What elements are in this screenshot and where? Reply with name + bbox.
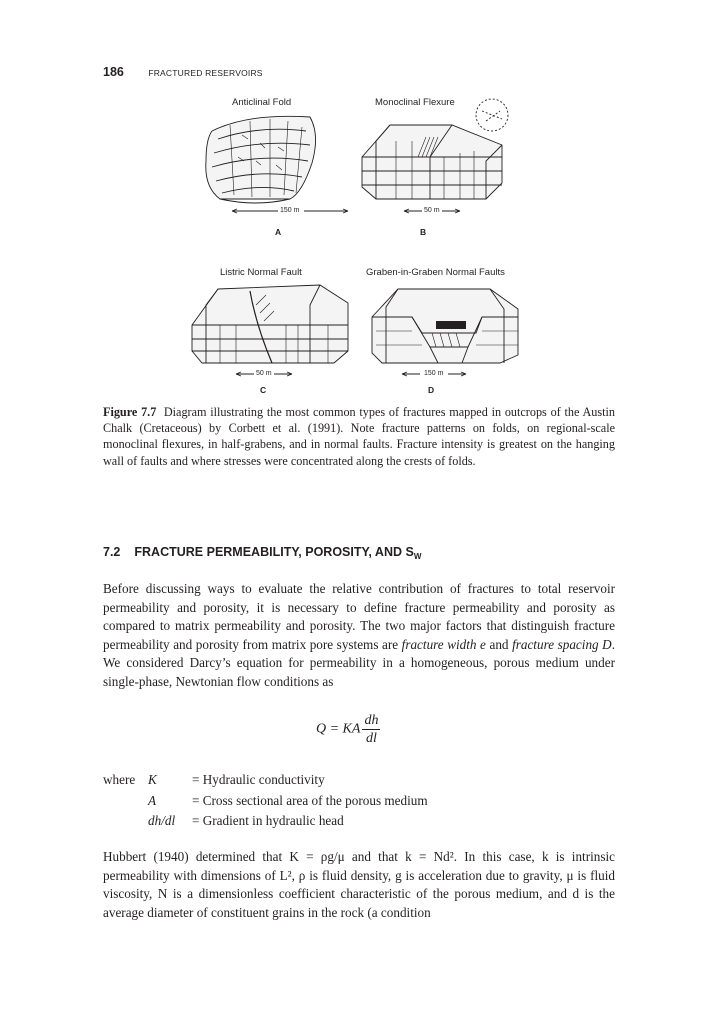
running-title: FRACTURED RESERVOIRS: [148, 68, 263, 78]
panel-b-letter: B: [420, 227, 427, 237]
paragraph-text: . We considered Darcy’s equation for permeability in a homogeneous, porous medium under single-phase, Newtonian flow conditions as: [103, 636, 615, 689]
panel-a-title: Anticlinal Fold: [232, 97, 292, 108]
panel-b-title: Monoclinal Flexure: [375, 97, 455, 108]
panel-a-scale: 150 m: [280, 207, 300, 214]
definition-text: = Hydraulic conductivity: [192, 772, 325, 787]
section-number: 7.2: [103, 545, 121, 559]
panel-c-letter: C: [260, 385, 267, 395]
figure-drawings: [160, 95, 560, 395]
panel-d-letter: D: [428, 385, 435, 395]
term-fracture-width: fracture width e: [401, 636, 486, 652]
definition-symbol: K: [148, 772, 157, 787]
monoclinal-flexure-drawing: [362, 99, 508, 199]
graben-normal-faults-drawing: [372, 289, 518, 363]
equation-lhs: Q = KA: [316, 721, 361, 737]
panel-d-title: Graben-in-Graben Normal Faults: [366, 267, 505, 278]
paragraph-hubbert: Hubbert (1940) determined that K = ρg/μ and that k = Nd². In this case, k is intrinsic permeability with dimensions of L², ρ is fluid density, g is acceleration due to gravity, μ is fluid viscosity, N is a dimensionless coefficient characteristic of the porous medium, and d is the average diameter of constituent grains in the rock (a condition: [103, 849, 615, 920]
figure-7-7: [160, 95, 560, 395]
paragraph-text: Before discussing ways to evaluate the relative contribution of fractures to total reservoir permeability and porosity, it is necessary to define fracture permeability and porosity as compared to matrix permeability and porosity. The two major factors that distinguish fracture permeability and porosity from matrix pore systems are: [103, 581, 615, 652]
equation-numerator: dh: [364, 713, 379, 728]
paragraph-darcy: [103, 580, 615, 692]
section-title: FRACTURE PERMEABILITY, POROSITY, AND S: [134, 545, 414, 559]
figure-caption: [103, 404, 615, 469]
section-heading: [103, 545, 421, 559]
caption-label: Figure 7.7: [103, 405, 157, 419]
anticlinal-fold-drawing: [206, 116, 316, 203]
definition-text: = Cross sectional area of the porous medium: [192, 792, 428, 808]
panel-c-title: Listric Normal Fault: [220, 267, 302, 278]
paragraph-text: and: [485, 636, 513, 652]
definitions-lead: where: [103, 772, 136, 787]
definition-row: [103, 791, 428, 812]
caption-text: Diagram illustrating the most common types of fractures mapped in outcrops of the Austin Chalk (Cretaceous) by Corbett et al. (1991). Note fracture patterns on folds, on regional-scale monoclinal flexures, in half-grabens, and in normal faults. Fracture intensity is greatest on the hanging wall of faults and where stresses were concentrated along the crests of folds.: [103, 405, 615, 468]
equation-fraction: [362, 712, 380, 747]
term-fracture-spacing: fracture spacing D: [512, 636, 612, 652]
definition-row: [103, 811, 428, 832]
panel-b-scale: 50 m: [424, 207, 440, 214]
definition-row: [103, 770, 428, 791]
running-head: [103, 63, 263, 81]
definitions-list: [103, 770, 428, 832]
definition-symbol: dh/dl: [148, 813, 176, 828]
page-number: 186: [103, 65, 124, 79]
panel-c-scale: 50 m: [256, 370, 272, 377]
panel-a-letter: A: [275, 227, 282, 237]
listric-normal-fault-drawing: [192, 285, 348, 363]
definition-symbol: A: [148, 792, 157, 808]
section-title-subscript: W: [413, 552, 422, 561]
darcy-equation: [316, 712, 380, 747]
panel-d-scale: 150 m: [424, 370, 444, 377]
equation-denominator: dl: [366, 731, 377, 746]
definition-text: = Gradient in hydraulic head: [192, 813, 344, 828]
